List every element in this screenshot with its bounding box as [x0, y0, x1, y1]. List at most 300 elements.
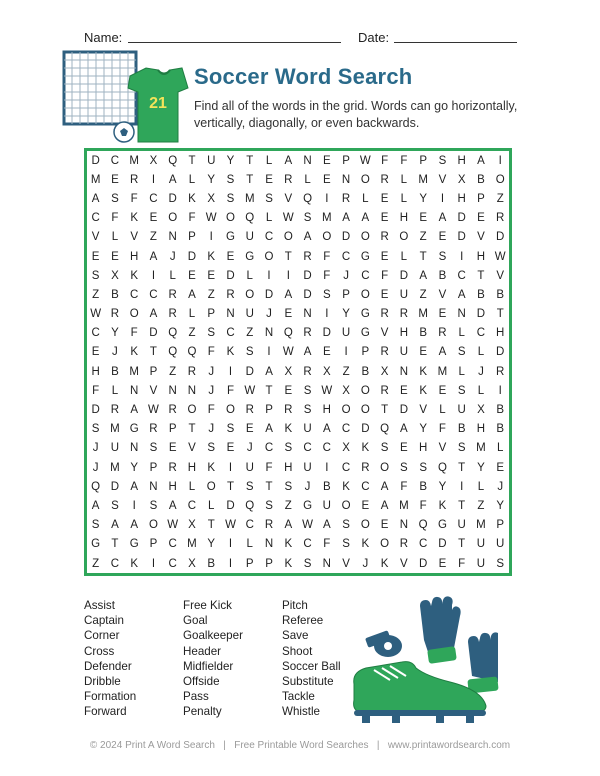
grid-cell[interactable]: U [303, 423, 312, 436]
grid-cell[interactable]: G [245, 250, 255, 263]
grid-cell[interactable]: I [286, 269, 290, 282]
grid-cell[interactable]: R [168, 404, 177, 417]
grid-cell[interactable]: C [130, 288, 139, 301]
grid-cell[interactable]: S [496, 557, 505, 570]
grid-cell[interactable]: P [342, 288, 350, 301]
grid-cell[interactable]: O [360, 288, 370, 301]
grid-cell[interactable]: B [457, 423, 466, 436]
grid-cell[interactable]: U [110, 442, 120, 455]
grid-cell[interactable]: D [187, 250, 197, 263]
grid-cell[interactable]: M [322, 212, 332, 225]
grid-cell[interactable]: A [400, 423, 408, 436]
grid-cell[interactable]: S [380, 442, 389, 455]
grid-cell[interactable]: O [226, 212, 235, 225]
grid-cell[interactable]: G [360, 308, 370, 321]
grid-cell[interactable]: W [302, 519, 313, 532]
grid-cell[interactable]: S [149, 442, 158, 455]
grid-cell[interactable]: X [111, 269, 119, 282]
grid-cell[interactable]: T [458, 499, 466, 512]
grid-cell[interactable]: A [188, 288, 196, 301]
grid-cell[interactable]: R [303, 327, 312, 340]
grid-cell[interactable]: K [207, 250, 216, 263]
grid-cell[interactable]: U [303, 461, 312, 474]
grid-cell[interactable]: O [168, 212, 178, 225]
grid-cell[interactable]: V [400, 557, 408, 570]
grid-cell[interactable]: C [91, 212, 100, 225]
grid-cell[interactable]: E [438, 231, 447, 244]
grid-cell[interactable]: M [476, 519, 486, 532]
grid-cell[interactable]: F [188, 212, 196, 225]
grid-cell[interactable]: L [246, 269, 253, 282]
grid-cell[interactable]: H [399, 212, 409, 225]
grid-cell[interactable]: M [110, 461, 120, 474]
grid-cell[interactable]: O [380, 538, 390, 551]
grid-cell[interactable]: E [226, 250, 235, 263]
grid-cell[interactable]: I [325, 308, 329, 321]
grid-cell[interactable]: S [226, 423, 235, 436]
grid-cell[interactable]: F [419, 499, 427, 512]
grid-cell[interactable]: A [342, 212, 350, 225]
grid-cell[interactable]: E [322, 154, 331, 167]
grid-cell[interactable]: A [457, 288, 466, 301]
grid-cell[interactable]: O [399, 231, 409, 244]
grid-cell[interactable]: S [303, 212, 312, 225]
grid-cell[interactable]: V [438, 173, 447, 186]
grid-cell[interactable]: R [380, 384, 389, 397]
grid-cell[interactable]: F [381, 269, 389, 282]
grid-cell[interactable]: E [149, 212, 158, 225]
grid-cell[interactable]: M [476, 442, 486, 455]
grid-cell[interactable]: Q [283, 327, 293, 340]
grid-cell[interactable]: Z [207, 288, 215, 301]
grid-cell[interactable]: R [303, 250, 312, 263]
grid-cell[interactable]: U [496, 538, 505, 551]
grid-cell[interactable]: V [438, 442, 447, 455]
grid-cell[interactable]: V [149, 384, 158, 397]
grid-cell[interactable]: W [148, 404, 159, 417]
grid-cell[interactable]: R [284, 404, 293, 417]
grid-cell[interactable]: M [129, 154, 139, 167]
grid-cell[interactable]: D [418, 557, 428, 570]
grid-cell[interactable]: Z [342, 365, 350, 378]
grid-cell[interactable]: K [207, 461, 216, 474]
grid-cell[interactable]: R [380, 231, 389, 244]
grid-cell[interactable]: S [457, 384, 466, 397]
grid-cell[interactable]: D [399, 269, 409, 282]
grid-cell[interactable]: S [322, 288, 331, 301]
grid-cell[interactable]: K [419, 384, 427, 397]
grid-cell[interactable]: D [303, 288, 312, 301]
grid-cell[interactable]: A [168, 173, 177, 186]
grid-cell[interactable]: U [322, 499, 331, 512]
grid-cell[interactable]: U [207, 154, 216, 167]
grid-cell[interactable]: U [245, 461, 254, 474]
grid-cell[interactable]: V [380, 327, 389, 340]
grid-cell[interactable]: B [496, 423, 505, 436]
grid-cell[interactable]: Y [111, 327, 119, 340]
grid-cell[interactable]: L [362, 192, 369, 205]
grid-cell[interactable]: O [206, 480, 216, 493]
grid-cell[interactable]: K [130, 212, 138, 225]
grid-cell[interactable]: A [361, 212, 370, 225]
grid-cell[interactable]: J [112, 346, 118, 359]
grid-cell[interactable]: O [148, 519, 158, 532]
grid-cell[interactable]: E [419, 212, 427, 225]
name-field[interactable] [128, 42, 341, 43]
grid-cell[interactable]: S [111, 499, 119, 512]
grid-cell[interactable]: C [341, 250, 351, 263]
grid-cell[interactable]: K [188, 192, 196, 205]
grid-cell[interactable]: J [208, 423, 215, 436]
grid-cell[interactable]: F [458, 557, 466, 570]
grid-cell[interactable]: D [322, 327, 331, 340]
grid-cell[interactable]: Q [245, 212, 255, 225]
grid-cell[interactable]: U [341, 327, 351, 340]
grid-cell[interactable]: S [457, 346, 466, 359]
grid-cell[interactable]: V [419, 404, 427, 417]
grid-cell[interactable]: L [400, 250, 408, 263]
grid-cell[interactable]: S [265, 499, 273, 512]
grid-cell[interactable]: B [361, 365, 370, 378]
grid-cell[interactable]: V [188, 442, 196, 455]
grid-cell[interactable]: B [419, 480, 427, 493]
grid-cell[interactable]: C [110, 154, 120, 167]
grid-cell[interactable]: S [91, 269, 100, 282]
grid-cell[interactable]: W [205, 212, 217, 225]
grid-cell[interactable]: Y [419, 423, 427, 436]
grid-cell[interactable]: N [399, 519, 409, 532]
grid-cell[interactable]: Y [207, 173, 216, 186]
grid-cell[interactable]: D [496, 231, 505, 244]
grid-cell[interactable]: H [168, 480, 177, 493]
grid-cell[interactable]: V [284, 192, 293, 205]
grid-cell[interactable]: G [129, 423, 139, 436]
grid-cell[interactable]: A [477, 154, 485, 167]
grid-cell[interactable]: T [265, 384, 273, 397]
grid-cell[interactable]: X [284, 365, 293, 378]
grid-cell[interactable]: M [418, 308, 428, 321]
grid-cell[interactable]: L [477, 480, 485, 493]
grid-cell[interactable]: J [478, 365, 484, 378]
grid-cell[interactable]: X [342, 384, 350, 397]
grid-cell[interactable]: O [360, 519, 370, 532]
grid-cell[interactable]: I [325, 192, 329, 205]
grid-cell[interactable]: O [341, 499, 351, 512]
grid-cell[interactable]: I [228, 538, 233, 551]
grid-cell[interactable]: S [438, 154, 447, 167]
grid-cell[interactable]: C [149, 192, 158, 205]
grid-cell[interactable]: H [457, 192, 466, 205]
grid-cell[interactable]: E [188, 269, 196, 282]
grid-cell[interactable]: N [341, 173, 351, 186]
grid-cell[interactable]: G [226, 231, 235, 244]
grid-cell[interactable]: F [207, 404, 215, 417]
grid-cell[interactable]: C [168, 557, 177, 570]
grid-cell[interactable]: I [440, 192, 445, 205]
grid-cell[interactable]: Y [130, 461, 138, 474]
grid-cell[interactable]: U [245, 308, 254, 321]
grid-cell[interactable]: C [149, 288, 158, 301]
grid-cell[interactable]: S [284, 442, 293, 455]
grid-cell[interactable]: L [439, 404, 446, 417]
grid-cell[interactable]: O [283, 231, 293, 244]
grid-cell[interactable]: D [341, 231, 351, 244]
grid-cell[interactable]: R [168, 461, 177, 474]
grid-cell[interactable]: D [168, 192, 177, 205]
grid-cell[interactable]: S [149, 499, 158, 512]
grid-cell[interactable]: L [188, 480, 196, 493]
grid-cell[interactable]: S [111, 192, 119, 205]
grid-cell[interactable]: Z [169, 365, 177, 378]
grid-cell[interactable]: B [477, 173, 485, 186]
grid-cell[interactable]: A [130, 404, 138, 417]
grid-cell[interactable]: R [438, 327, 447, 340]
grid-cell[interactable]: W [359, 154, 371, 167]
grid-cell[interactable]: E [284, 308, 293, 321]
grid-cell[interactable]: S [207, 442, 216, 455]
grid-cell[interactable]: V [496, 269, 505, 282]
grid-cell[interactable]: J [208, 384, 215, 397]
grid-cell[interactable]: A [322, 519, 331, 532]
grid-cell[interactable]: F [400, 480, 408, 493]
grid-cell[interactable]: F [400, 154, 408, 167]
grid-cell[interactable]: E [91, 250, 100, 263]
grid-cell[interactable]: S [284, 480, 293, 493]
grid-cell[interactable]: E [419, 346, 427, 359]
grid-cell[interactable]: K [130, 269, 138, 282]
grid-cell[interactable]: N [168, 231, 177, 244]
grid-cell[interactable]: H [187, 461, 197, 474]
grid-cell[interactable]: A [284, 288, 293, 301]
grid-cell[interactable]: D [457, 231, 466, 244]
grid-cell[interactable]: D [361, 423, 370, 436]
grid-cell[interactable]: M [187, 538, 197, 551]
grid-cell[interactable]: B [111, 365, 119, 378]
grid-cell[interactable]: R [187, 365, 197, 378]
grid-cell[interactable]: O [187, 404, 197, 417]
grid-cell[interactable]: L [400, 192, 408, 205]
grid-cell[interactable]: F [265, 461, 273, 474]
grid-cell[interactable]: B [419, 327, 427, 340]
grid-cell[interactable]: K [284, 557, 293, 570]
grid-cell[interactable]: B [477, 288, 485, 301]
grid-cell[interactable]: P [342, 154, 350, 167]
grid-cell[interactable]: R [341, 192, 351, 205]
grid-cell[interactable]: Q [168, 327, 178, 340]
grid-cell[interactable]: Y [477, 461, 485, 474]
grid-cell[interactable]: J [266, 308, 272, 321]
grid-cell[interactable]: V [342, 557, 350, 570]
grid-cell[interactable]: K [284, 538, 293, 551]
grid-cell[interactable]: Z [419, 288, 427, 301]
grid-cell[interactable]: N [264, 538, 274, 551]
grid-cell[interactable]: R [245, 404, 254, 417]
grid-cell[interactable]: Z [92, 288, 100, 301]
grid-cell[interactable]: D [303, 269, 312, 282]
grid-cell[interactable]: E [477, 212, 485, 225]
grid-cell[interactable]: C [341, 461, 351, 474]
grid-cell[interactable]: A [438, 346, 447, 359]
grid-cell[interactable]: D [264, 288, 274, 301]
grid-cell[interactable]: S [91, 519, 100, 532]
grid-cell[interactable]: G [91, 538, 101, 551]
grid-cell[interactable]: E [400, 442, 408, 455]
grid-cell[interactable]: P [149, 538, 158, 551]
grid-cell[interactable]: Z [149, 231, 157, 244]
grid-cell[interactable]: R [496, 212, 505, 225]
grid-cell[interactable]: X [380, 365, 389, 378]
grid-cell[interactable]: A [130, 480, 138, 493]
grid-cell[interactable]: R [399, 538, 409, 551]
grid-cell[interactable]: D [110, 480, 120, 493]
grid-cell[interactable]: I [151, 269, 156, 282]
grid-cell[interactable]: P [207, 308, 216, 321]
grid-cell[interactable]: C [361, 269, 370, 282]
grid-cell[interactable]: H [496, 327, 505, 340]
grid-cell[interactable]: K [130, 557, 138, 570]
grid-cell[interactable]: W [282, 346, 294, 359]
grid-cell[interactable]: W [244, 384, 256, 397]
grid-cell[interactable]: Y [419, 192, 427, 205]
grid-cell[interactable]: U [399, 288, 409, 301]
grid-cell[interactable]: S [303, 384, 312, 397]
grid-cell[interactable]: M [399, 499, 409, 512]
grid-cell[interactable]: U [245, 231, 254, 244]
grid-cell[interactable]: J [343, 269, 349, 282]
grid-cell[interactable]: C [264, 231, 274, 244]
grid-cell[interactable]: S [207, 327, 216, 340]
grid-cell[interactable]: E [284, 384, 293, 397]
grid-cell[interactable]: P [477, 192, 485, 205]
grid-cell[interactable]: W [167, 519, 179, 532]
grid-cell[interactable]: S [226, 192, 235, 205]
grid-cell[interactable]: L [188, 308, 196, 321]
grid-cell[interactable]: E [226, 442, 235, 455]
grid-cell[interactable]: N [303, 154, 312, 167]
grid-cell[interactable]: J [92, 442, 99, 455]
grid-cell[interactable]: L [265, 212, 273, 225]
grid-cell[interactable]: J [92, 461, 99, 474]
grid-cell[interactable]: S [303, 404, 312, 417]
grid-cell[interactable]: F [323, 250, 331, 263]
grid-cell[interactable]: C [322, 442, 331, 455]
grid-cell[interactable]: R [264, 519, 274, 532]
grid-cell[interactable]: L [400, 173, 408, 186]
grid-cell[interactable]: I [209, 231, 213, 244]
grid-cell[interactable]: E [380, 212, 389, 225]
grid-cell[interactable]: A [380, 499, 389, 512]
grid-cell[interactable]: L [477, 384, 485, 397]
grid-cell[interactable]: D [476, 308, 486, 321]
grid-cell[interactable]: I [267, 346, 271, 359]
grid-cell[interactable]: Y [496, 499, 505, 512]
grid-cell[interactable]: U [399, 346, 409, 359]
grid-cell[interactable]: A [149, 308, 158, 321]
grid-cell[interactable]: V [91, 231, 100, 244]
grid-cell[interactable]: G [303, 499, 313, 512]
grid-cell[interactable]: L [497, 442, 504, 455]
grid-cell[interactable]: R [130, 173, 139, 186]
grid-cell[interactable]: C [110, 557, 120, 570]
grid-cell[interactable]: T [111, 538, 119, 551]
grid-cell[interactable]: B [438, 269, 447, 282]
grid-cell[interactable]: T [477, 269, 485, 282]
grid-cell[interactable]: T [149, 346, 157, 359]
grid-cell[interactable]: E [111, 173, 119, 186]
grid-cell[interactable]: C [476, 327, 486, 340]
grid-cell[interactable]: J [497, 480, 504, 493]
grid-cell[interactable]: L [265, 154, 273, 167]
grid-cell[interactable]: A [111, 519, 119, 532]
grid-cell[interactable]: G [437, 519, 447, 532]
grid-cell[interactable]: C [187, 499, 197, 512]
grid-cell[interactable]: J [304, 480, 311, 493]
grid-cell[interactable]: T [246, 173, 254, 186]
grid-cell[interactable]: E [322, 173, 331, 186]
grid-cell[interactable]: F [381, 154, 389, 167]
grid-cell[interactable]: R [149, 423, 158, 436]
grid-cell[interactable]: T [458, 461, 466, 474]
grid-cell[interactable]: G [360, 250, 370, 263]
grid-cell[interactable]: V [438, 288, 447, 301]
grid-cell[interactable]: O [226, 404, 235, 417]
grid-cell[interactable]: I [228, 365, 233, 378]
grid-cell[interactable]: J [246, 442, 253, 455]
grid-cell[interactable]: L [458, 327, 465, 340]
grid-cell[interactable]: X [188, 519, 196, 532]
grid-cell[interactable]: A [168, 499, 177, 512]
grid-cell[interactable]: K [130, 346, 138, 359]
grid-cell[interactable]: I [151, 557, 156, 570]
grid-cell[interactable]: C [303, 442, 312, 455]
grid-cell[interactable]: D [226, 499, 235, 512]
grid-cell[interactable]: Q [168, 154, 178, 167]
grid-cell[interactable]: X [207, 192, 216, 205]
grid-cell[interactable]: Z [419, 231, 427, 244]
letter-grid[interactable] [86, 151, 510, 573]
grid-cell[interactable]: R [380, 308, 389, 321]
grid-cell[interactable]: S [419, 461, 427, 474]
grid-cell[interactable]: Z [188, 327, 196, 340]
grid-cell[interactable]: P [149, 365, 158, 378]
grid-cell[interactable]: T [284, 250, 292, 263]
grid-cell[interactable]: H [457, 154, 466, 167]
grid-cell[interactable]: L [458, 365, 465, 378]
grid-cell[interactable]: T [188, 154, 196, 167]
grid-cell[interactable]: T [419, 250, 427, 263]
grid-cell[interactable]: C [418, 538, 428, 551]
grid-cell[interactable]: P [168, 423, 177, 436]
grid-cell[interactable]: M [90, 173, 101, 186]
grid-cell[interactable]: D [399, 404, 409, 417]
grid-cell[interactable]: Z [496, 192, 504, 205]
grid-cell[interactable]: P [419, 154, 427, 167]
grid-cell[interactable]: Z [92, 557, 100, 570]
grid-cell[interactable]: H [399, 327, 409, 340]
grid-cell[interactable]: C [303, 538, 312, 551]
grid-cell[interactable]: R [303, 365, 312, 378]
grid-cell[interactable]: U [457, 404, 466, 417]
grid-cell[interactable]: R [110, 404, 120, 417]
grid-cell[interactable]: D [149, 327, 158, 340]
grid-cell[interactable]: E [400, 384, 408, 397]
grid-cell[interactable]: V [130, 231, 138, 244]
grid-cell[interactable]: K [380, 557, 389, 570]
grid-cell[interactable]: B [496, 404, 505, 417]
grid-cell[interactable]: C [91, 327, 100, 340]
grid-cell[interactable]: E [265, 173, 273, 186]
grid-cell[interactable]: O [341, 404, 351, 417]
